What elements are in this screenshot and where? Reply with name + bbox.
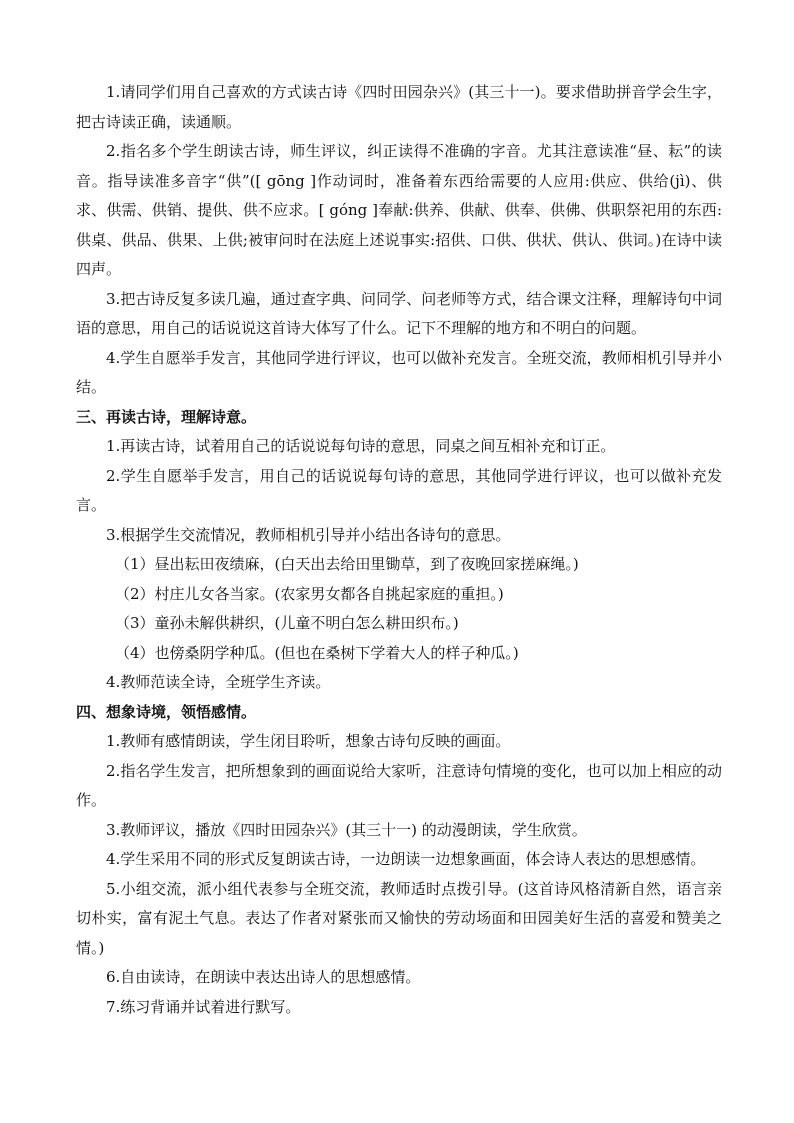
section3-heading: 三、再读古诗，理解诗意。 bbox=[76, 407, 257, 426]
section4-heading: 四、想象诗境，领悟感情。 bbox=[76, 702, 257, 721]
section4-item-2: 2.指名学生发言，把所想象到的画面说给大家听，注意诗句情境的变化，也可以加上相应的动作。 bbox=[76, 761, 722, 809]
section4-item-1: 1.教师有感情朗读，学生闭目聆听，想象古诗句反映的画面。 bbox=[106, 732, 511, 750]
section3-item-3: 3.根据学生交流情况，教师相机引导并小结出各诗句的意思。 bbox=[106, 525, 511, 544]
section4-item-3: 3.教师评议，播放《四时田园杂兴》(其三十一) 的动漫朗读，学生欣赏。 bbox=[106, 820, 587, 839]
poem-line-2: （2）村庄儿女各当家。(农家男女都各自挑起家庭的重担。) bbox=[115, 584, 504, 603]
section4-item-7: 7.练习背诵并试着进行默写。 bbox=[106, 997, 301, 1016]
section2-item-4: 4.学生自愿举手发言，其他同学进行评议，也可以做补充发言。全班交流，教师相机引导并小结。 bbox=[76, 348, 722, 396]
poem-line-1: （1）昼出耘田夜绩麻，(白天出去给田里锄草，到了夜晚回家搓麻绳。) bbox=[115, 555, 579, 573]
section2-item-1: 1.请同学们用自己喜欢的方式读古诗《四时田园杂兴》(其三十一)。要求借助拼音学会生字，把古诗读正确，读通顺。 bbox=[76, 83, 722, 131]
poem-line-3: （3）童孙未解供耕织，(儿童不明白怎么耕田织布。) bbox=[115, 614, 459, 632]
section2-item-3: 3.把古诗反复多读几遍，通过查字典、问同学、问老师等方式，结合课文注释，理解诗句中词语的意思，用自己的话说说这首诗大体写了什么。记下不理解的地方和不明白的问题。 bbox=[76, 289, 722, 337]
section4-item-4: 4.学生采用不同的形式反复朗读古诗，一边朗读一边想象画面，体会诗人表达的思想感情。 bbox=[106, 850, 706, 868]
section4-item-5: 5.小组交流，派小组代表参与全班交流，教师适时点拨引导。(这首诗风格清新自然，语言亲切朴实，富有泥土气息。表达了作者对紧张而又愉快的劳动场面和田园美好生活的喜爱和赞美之情。) bbox=[76, 879, 722, 957]
section4-item-6: 6.自由读诗，在朗读中表达出诗人的思想感情。 bbox=[106, 968, 421, 986]
poem-line-4: （4）也傍桑阴学种瓜。(但也在桑树下学着大人的样子种瓜。) bbox=[115, 643, 519, 662]
section3-item-2: 2.学生自愿举手发言，用自己的话说说每句诗的意思，其他同学进行评议，也可以做补充发言。 bbox=[76, 466, 722, 514]
section2-item-2: 2.指名多个学生朗读古诗，师生评议，纠正读得不准确的字音。尤其注意读准“昼、耘”的读音。指导读准多音字“供”([ gōng ]作动词时，准备着东西给需要的人应用:供应、供给(jì)、供求、供需、供销、提供、供不应求。[ góng ]奉献:供养、供献、供奉、供佛、供职祭祀用的东西:供桌、供品、供果、上供;被审问时在法庭上述说事实:招供、口供、供状、供认、供词。)在诗中读四声。 bbox=[76, 142, 722, 278]
section3-item-1: 1.再读古诗，试着用自己的话说说每句诗的意思，同桌之间互相补充和订正。 bbox=[106, 437, 616, 455]
document-page bbox=[76, 78, 722, 1022]
section3-item-4: 4.教师范读全诗，全班学生齐读。 bbox=[106, 673, 331, 691]
